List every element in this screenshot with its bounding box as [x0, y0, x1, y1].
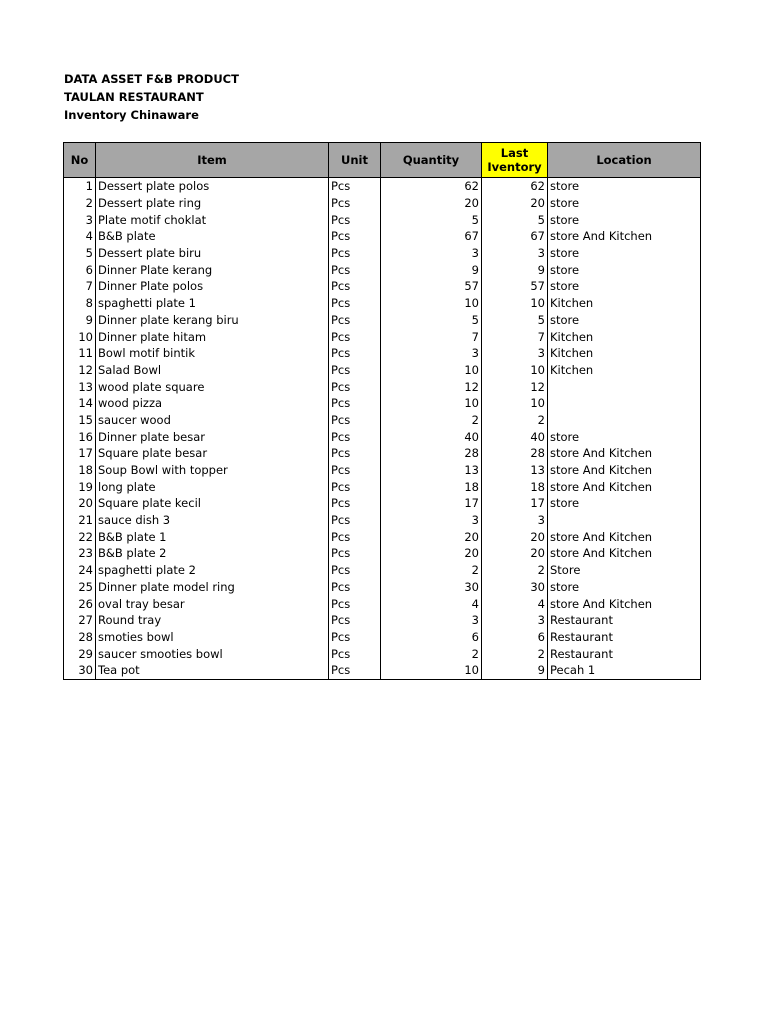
- cell-quantity: 30: [381, 579, 482, 596]
- cell-item: Dinner plate besar: [96, 428, 329, 445]
- cell-quantity: 10: [381, 395, 482, 412]
- table-row: [64, 428, 701, 445]
- cell-quantity: 57: [381, 278, 482, 295]
- cell-location: Restaurant: [548, 629, 701, 646]
- table-row: [64, 645, 701, 662]
- cell-unit: Pcs: [329, 645, 381, 662]
- cell-item: Dinner Plate kerang: [96, 261, 329, 278]
- cell-no: 7: [64, 278, 96, 295]
- cell-no: 10: [64, 328, 96, 345]
- cell-quantity: 17: [381, 495, 482, 512]
- cell-item: oval tray besar: [96, 595, 329, 612]
- cell-location: Store: [548, 562, 701, 579]
- cell-unit: Pcs: [329, 629, 381, 646]
- cell-item: Square plate kecil: [96, 495, 329, 512]
- cell-last-inventory: 30: [482, 579, 548, 596]
- table-row: [64, 512, 701, 529]
- table-row: [64, 261, 701, 278]
- cell-unit: Pcs: [329, 211, 381, 228]
- cell-unit: Pcs: [329, 362, 381, 379]
- cell-quantity: 40: [381, 428, 482, 445]
- cell-location: store And Kitchen: [548, 228, 701, 245]
- cell-last-inventory: 12: [482, 378, 548, 395]
- cell-quantity: 3: [381, 612, 482, 629]
- cell-quantity: 7: [381, 328, 482, 345]
- cell-no: 15: [64, 412, 96, 429]
- cell-unit: Pcs: [329, 178, 381, 195]
- cell-location: store And Kitchen: [548, 528, 701, 545]
- cell-quantity: 18: [381, 478, 482, 495]
- cell-quantity: 2: [381, 412, 482, 429]
- cell-last-inventory: 13: [482, 462, 548, 479]
- cell-last-inventory: 5: [482, 312, 548, 329]
- cell-no: 29: [64, 645, 96, 662]
- cell-no: 26: [64, 595, 96, 612]
- cell-location: store: [548, 495, 701, 512]
- table-row: [64, 629, 701, 646]
- cell-quantity: 2: [381, 562, 482, 579]
- cell-quantity: 28: [381, 445, 482, 462]
- cell-unit: Pcs: [329, 445, 381, 462]
- cell-item: Square plate besar: [96, 445, 329, 462]
- cell-no: 14: [64, 395, 96, 412]
- table-row: [64, 579, 701, 596]
- cell-quantity: 10: [381, 295, 482, 312]
- cell-unit: Pcs: [329, 528, 381, 545]
- cell-quantity: 20: [381, 528, 482, 545]
- table-row: [64, 562, 701, 579]
- cell-last-inventory: 20: [482, 195, 548, 212]
- cell-no: 17: [64, 445, 96, 462]
- cell-item: Dinner plate hitam: [96, 328, 329, 345]
- cell-location: Pecah 1: [548, 662, 701, 679]
- cell-unit: Pcs: [329, 462, 381, 479]
- column-header-last-inventory: [482, 143, 548, 178]
- table-row: [64, 528, 701, 545]
- cell-last-inventory: 5: [482, 211, 548, 228]
- cell-unit: Pcs: [329, 412, 381, 429]
- cell-unit: Pcs: [329, 512, 381, 529]
- column-header-item: Item: [96, 143, 329, 178]
- cell-last-inventory: 17: [482, 495, 548, 512]
- cell-item: saucer wood: [96, 412, 329, 429]
- cell-last-inventory: 4: [482, 595, 548, 612]
- cell-last-inventory: 10: [482, 295, 548, 312]
- cell-last-inventory: 9: [482, 662, 548, 679]
- column-header-no: No: [64, 143, 96, 178]
- cell-last-inventory: 67: [482, 228, 548, 245]
- cell-location: [548, 378, 701, 395]
- cell-item: Tea pot: [96, 662, 329, 679]
- cell-no: 2: [64, 195, 96, 212]
- cell-location: store: [548, 579, 701, 596]
- cell-item: Round tray: [96, 612, 329, 629]
- cell-quantity: 12: [381, 378, 482, 395]
- cell-quantity: 20: [381, 195, 482, 212]
- cell-item: Soup Bowl with topper: [96, 462, 329, 479]
- cell-no: 12: [64, 362, 96, 379]
- cell-unit: Pcs: [329, 545, 381, 562]
- cell-unit: Pcs: [329, 562, 381, 579]
- cell-last-inventory: 62: [482, 178, 548, 195]
- cell-quantity: 3: [381, 345, 482, 362]
- cell-location: Kitchen: [548, 362, 701, 379]
- cell-no: 22: [64, 528, 96, 545]
- cell-quantity: 67: [381, 228, 482, 245]
- cell-item: spaghetti plate 1: [96, 295, 329, 312]
- cell-last-inventory: 40: [482, 428, 548, 445]
- cell-quantity: 5: [381, 312, 482, 329]
- restaurant-name: TAULAN RESTAURANT: [64, 90, 204, 104]
- cell-last-inventory: 10: [482, 395, 548, 412]
- cell-last-inventory: 28: [482, 445, 548, 462]
- cell-no: 21: [64, 512, 96, 529]
- cell-unit: Pcs: [329, 328, 381, 345]
- table-row: [64, 228, 701, 245]
- table-row: [64, 445, 701, 462]
- cell-no: 8: [64, 295, 96, 312]
- cell-quantity: 6: [381, 629, 482, 646]
- table-row: [64, 278, 701, 295]
- cell-last-inventory: 3: [482, 345, 548, 362]
- cell-quantity: 13: [381, 462, 482, 479]
- cell-quantity: 20: [381, 545, 482, 562]
- cell-location: store And Kitchen: [548, 462, 701, 479]
- cell-location: Restaurant: [548, 612, 701, 629]
- cell-location: store And Kitchen: [548, 595, 701, 612]
- cell-last-inventory: 2: [482, 562, 548, 579]
- column-header-quantity: Quantity: [381, 143, 482, 178]
- cell-location: store And Kitchen: [548, 545, 701, 562]
- cell-no: 16: [64, 428, 96, 445]
- cell-no: 13: [64, 378, 96, 395]
- cell-unit: Pcs: [329, 395, 381, 412]
- cell-item: Dessert plate biru: [96, 245, 329, 262]
- table-row: [64, 345, 701, 362]
- cell-unit: Pcs: [329, 378, 381, 395]
- cell-no: 24: [64, 562, 96, 579]
- table-row: [64, 178, 701, 195]
- cell-location: store And Kitchen: [548, 478, 701, 495]
- cell-location: Restaurant: [548, 645, 701, 662]
- cell-quantity: 9: [381, 261, 482, 278]
- table-row: [64, 462, 701, 479]
- cell-unit: Pcs: [329, 312, 381, 329]
- last-inventory-line2: Iventory: [487, 160, 542, 174]
- table-row: [64, 378, 701, 395]
- cell-item: Dessert plate ring: [96, 195, 329, 212]
- cell-no: 9: [64, 312, 96, 329]
- cell-quantity: 10: [381, 662, 482, 679]
- cell-unit: Pcs: [329, 261, 381, 278]
- cell-no: 1: [64, 178, 96, 195]
- cell-last-inventory: 6: [482, 629, 548, 646]
- column-header-location: Location: [548, 143, 701, 178]
- cell-item: long plate: [96, 478, 329, 495]
- cell-item: B&B plate: [96, 228, 329, 245]
- cell-quantity: 5: [381, 211, 482, 228]
- table-row: [64, 662, 701, 679]
- table-row: [64, 362, 701, 379]
- cell-unit: Pcs: [329, 595, 381, 612]
- cell-location: store: [548, 211, 701, 228]
- cell-last-inventory: 3: [482, 612, 548, 629]
- cell-last-inventory: 18: [482, 478, 548, 495]
- cell-last-inventory: 57: [482, 278, 548, 295]
- cell-no: 27: [64, 612, 96, 629]
- cell-last-inventory: 2: [482, 645, 548, 662]
- table-row: [64, 245, 701, 262]
- cell-unit: Pcs: [329, 612, 381, 629]
- cell-location: [548, 395, 701, 412]
- cell-no: 25: [64, 579, 96, 596]
- column-header-unit: Unit: [329, 143, 381, 178]
- cell-last-inventory: 2: [482, 412, 548, 429]
- cell-item: B&B plate 1: [96, 528, 329, 545]
- cell-location: Kitchen: [548, 345, 701, 362]
- cell-quantity: 10: [381, 362, 482, 379]
- cell-no: 4: [64, 228, 96, 245]
- cell-last-inventory: 20: [482, 528, 548, 545]
- cell-unit: Pcs: [329, 228, 381, 245]
- cell-item: Dinner plate model ring: [96, 579, 329, 596]
- cell-last-inventory: 7: [482, 328, 548, 345]
- document-header: [64, 70, 239, 124]
- cell-quantity: 3: [381, 245, 482, 262]
- table-row: [64, 545, 701, 562]
- cell-last-inventory: 9: [482, 261, 548, 278]
- cell-unit: Pcs: [329, 345, 381, 362]
- cell-location: store: [548, 312, 701, 329]
- last-inventory-line1: Last: [500, 146, 529, 160]
- cell-location: store: [548, 178, 701, 195]
- cell-unit: Pcs: [329, 295, 381, 312]
- cell-location: Kitchen: [548, 295, 701, 312]
- cell-item: saucer smooties bowl: [96, 645, 329, 662]
- cell-no: 11: [64, 345, 96, 362]
- cell-quantity: 4: [381, 595, 482, 612]
- cell-item: Dinner plate kerang biru: [96, 312, 329, 329]
- table-header-row: [64, 143, 701, 178]
- cell-item: Bowl motif bintik: [96, 345, 329, 362]
- table-row: [64, 395, 701, 412]
- cell-item: smoties bowl: [96, 629, 329, 646]
- table-row: [64, 612, 701, 629]
- cell-unit: Pcs: [329, 478, 381, 495]
- cell-no: 19: [64, 478, 96, 495]
- cell-no: 20: [64, 495, 96, 512]
- cell-location: store: [548, 428, 701, 445]
- cell-unit: Pcs: [329, 278, 381, 295]
- cell-quantity: 62: [381, 178, 482, 195]
- cell-no: 23: [64, 545, 96, 562]
- cell-unit: Pcs: [329, 495, 381, 512]
- cell-location: [548, 512, 701, 529]
- cell-unit: Pcs: [329, 245, 381, 262]
- cell-last-inventory: 20: [482, 545, 548, 562]
- cell-location: [548, 412, 701, 429]
- inventory-table: [63, 142, 701, 680]
- cell-item: sauce dish 3: [96, 512, 329, 529]
- cell-location: store And Kitchen: [548, 445, 701, 462]
- cell-no: 5: [64, 245, 96, 262]
- table-row: [64, 195, 701, 212]
- table-row: [64, 328, 701, 345]
- table-row: [64, 412, 701, 429]
- cell-item: Plate motif choklat: [96, 211, 329, 228]
- cell-unit: Pcs: [329, 662, 381, 679]
- cell-unit: Pcs: [329, 195, 381, 212]
- cell-location: store: [548, 261, 701, 278]
- cell-item: wood pizza: [96, 395, 329, 412]
- cell-location: store: [548, 195, 701, 212]
- cell-last-inventory: 3: [482, 512, 548, 529]
- cell-no: 3: [64, 211, 96, 228]
- cell-last-inventory: 10: [482, 362, 548, 379]
- document-title: DATA ASSET F&B PRODUCT: [64, 72, 239, 86]
- cell-no: 30: [64, 662, 96, 679]
- table-row: [64, 295, 701, 312]
- cell-no: 6: [64, 261, 96, 278]
- cell-no: 28: [64, 629, 96, 646]
- cell-quantity: 3: [381, 512, 482, 529]
- table-row: [64, 595, 701, 612]
- cell-unit: Pcs: [329, 428, 381, 445]
- cell-quantity: 2: [381, 645, 482, 662]
- cell-no: 18: [64, 462, 96, 479]
- inventory-subtitle: Inventory Chinaware: [64, 108, 199, 122]
- cell-item: spaghetti plate 2: [96, 562, 329, 579]
- cell-item: Salad Bowl: [96, 362, 329, 379]
- table-row: [64, 211, 701, 228]
- cell-unit: Pcs: [329, 579, 381, 596]
- cell-location: store: [548, 245, 701, 262]
- table-row: [64, 478, 701, 495]
- table-row: [64, 495, 701, 512]
- cell-location: store: [548, 278, 701, 295]
- cell-item: Dessert plate polos: [96, 178, 329, 195]
- cell-last-inventory: 3: [482, 245, 548, 262]
- cell-item: Dinner Plate polos: [96, 278, 329, 295]
- table-row: [64, 312, 701, 329]
- cell-item: wood plate square: [96, 378, 329, 395]
- cell-item: B&B plate 2: [96, 545, 329, 562]
- cell-location: Kitchen: [548, 328, 701, 345]
